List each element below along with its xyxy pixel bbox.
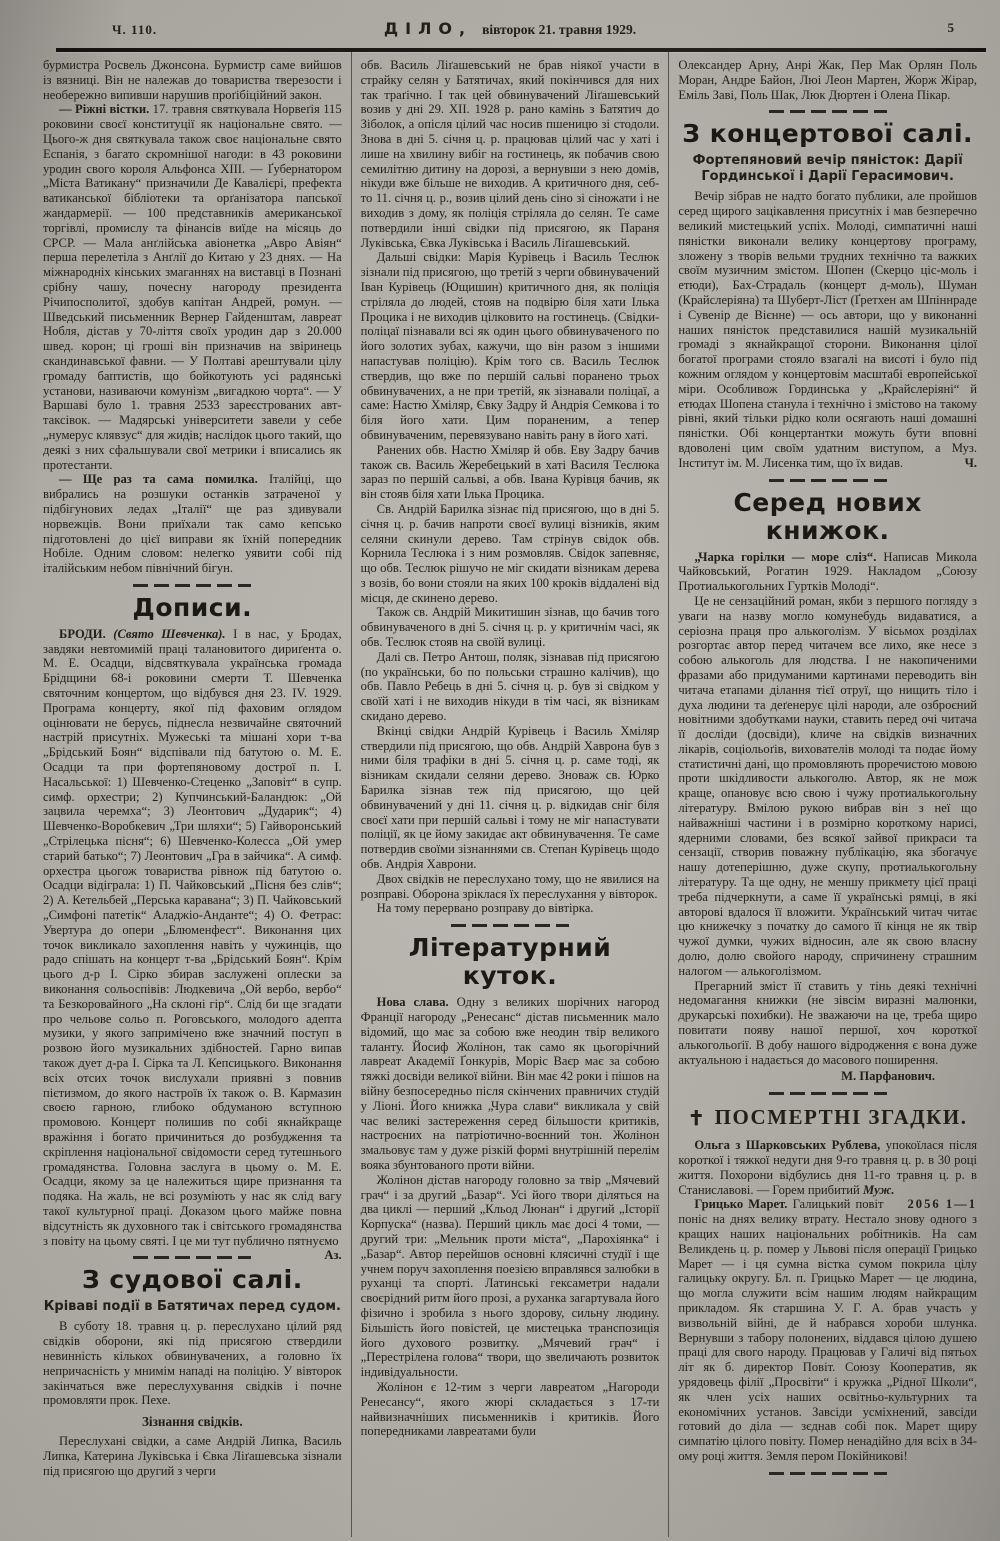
article-subheading: Зізнання свідків. <box>141 1414 243 1430</box>
obituaries-heading-text: ПОСМЕРТНІ ЗГАДКИ. <box>714 1105 968 1130</box>
paragraph-text: Вечір зібрав не надто богато публики, але пройшов серед щирого зацікавлення присутніх і мав безперечно великий мистецький успіх. Молоді, симпатичні наші пяністки виконали велику концертову програму, зложену з творів вельми трудних технічно та важких своїм музичним змістом. Шопен (Скерцо ціс-моль і етюди), Бах-Страдаль (концерт д-моль), Шуман (Крайслеріяна) та Шуберт-Ліст (Ґретхен ам Шпіннраде і Сувенір де Вієнне) — ось автори, що у виконанні наших пяністок представилися нашій музикальній громаді з якнайкращої сторони. Виконання цілої богатої програми стояло взагалі на висоті і було під кожним оглядом у концертовім масштабі европейської міри. Особливож Гординська у „Крайслеріяні“ й етюдах Шопена станула і технічно і змістово на такому рівні, який тільки рідко коли осягають наші домашні пяністки. Обі концертантки можуть бути вповні вдоволені цим своїм удатним виступом, а Муз. Інститут ім. М. Лисенка тим, що їх видав. <box>678 189 978 470</box>
paragraph <box>43 58 342 102</box>
paragraph <box>43 472 342 576</box>
page-number: 5 <box>947 20 954 35</box>
paragraph <box>361 443 660 502</box>
paragraph-text: І в нас, у Бродах, завдяки невтомимій праці талановитого дириґента о. М. Е. Осадци, відсвяткувала українська громада Брідщини 68-і роковини смерти Т. Шевченка святочним концертом, що відбувся дня 23. IV. 1929. Програма концерту, якої під фаховим оглядом оцінювати не берусь, піднесла незвичайне святочний настрій присутніх. Мужеські та мішані хори т-ва „Брідський Боян“ відспівали під батутою о. М. Е. Осадци та при фортепяновому дострої п. І. Насальської: 1) Шевченко-Стеценко „Заповіт“ в супр. симф. орхестри; 2) Купчинський-Баландюк: „Ой зацвила черемха“; 3) Леонтович „Дударик“; 4) Шевченко-Воробкевич „Три шляхи“; 5) Гайворонський „Стрілецька пісня“; 6) Шевченко-Колесса „Ой умер старий батько“; 7) Леонтович „Гра в зайчика“. А симф. орхестра цьогож товариства рівнож під батутою о. Осадци відіграла: 1) П. Чайковський „Пісня без слів“; 2) А. Кетельбей „Перська каравана“; 3) П. Чайковський „Симфоні патетік“ Аладжіо-Анданте“; 4) О. Фетрас: Увертура до опери „Блюменфест“. Виконання цих точок викликало захоплення навіть у чужинців, що радо спішать на концерт т-ва „Брідський Боян“. Крім цього д-р І. Сірко збирав заслужені оплески за виконання сольоспівів: Людкевича „Ой вербо, вербо“ та Безкоровайного „На склоні гір“. Слід би ще згадати про чельове сольо п. Роговського, молодого адепта музики, у якого запримічено вже значний поступ в розвою його музикальних здібностей. Гарно випав також дует д-ра І. Сірка та Л. Кепсицького. Виконання всіх отсих точок вислухали приявні з повнив пієтизмом, до якого настроїв їх також о. В. Кармазин своєю гарною, глибоко обдуманою вступною промовою. Концерт полишив по собі якнайкраще вражіння і богато причиниться до розбудження та скріплення національної свідомости серед тутешнього громадянства. Головна заслуга в цьому о. М. Е. Осадци, якому за це належиться щире признання та подяка. На жаль, не всі розуміють у нас як слід вагу такої культурної праці. Доказом цього майже повна відсутність як духовного так і світського громадянства з повіту на цьому святі. І це ми тут публично пятнуємо <box>43 626 342 1248</box>
article-subheading: Кріваві події в Батятичах перед судом. <box>43 1299 341 1315</box>
paragraph <box>678 1197 977 1463</box>
paragraph-text: Ранених обв. Настю Хміляр й обв. Еву Задру бачив також св. Василь Жеребецький в хаті Василя Теслюка зараз по першій сальві, а обв. Івана Курівця бачив, як він стояв біля хати Ілька Процика. <box>360 442 660 502</box>
paragraph-lead-italic: (Свято Шевченка). <box>113 626 226 641</box>
paragraph-text: обв. Василь Ліґашевський не брав ніякої участи в страйку селян у Батятичах, який покінчився для них так траґічно. І так цей обвинувачений Ліґашевський возив у дні 29. XII. 1928 р. рано камінь з Батятич до Зіболок, а опісля цілий час носив пшеницю зі стодоли. Знова в дні 5. січня ц. р. працював цілий час у хаті і лише на хвилину вибіг на гостинець, як побачив свою семилітню дитину на дорозі, а вернувши з нею домів, нікуди вже більше не виходив. А критичного дня, себ-то 11. січня ц. р., возив цілий день сіно зі сіножати і не виходив з дому, як поліція стріляла до селян. Те саме потвердили інші свідки під присягою, як Параня Луківська, Євка Луківська і Василь Ліґашевський. <box>360 58 660 250</box>
paragraph-text: Вкінці свідки Андрій Курівець і Василь Хміляр ствердили під присягою, що обв. Андрій Хаврона був з ними біля трафіки в дні 5. січня ц. р. саме тоді, як візникам скидали селяни дерево. Зноваж св. Юрко Барилка зізнав теж під присягою, що цей обвинувачений у дні 11. січня ц. р. відкидав сніг біля своєї хати при першій сальві і тому не міг напастувати поліції, як це йому закидає акт обвинувачення. Те саме потвердив своїми зізнаннями св. Степан Курівець щодо обв. Андрія Хаврони. <box>360 723 660 872</box>
article-divider <box>769 110 887 113</box>
paragraph <box>361 872 660 902</box>
paragraph <box>43 626 342 1263</box>
paragraph-text: Св. Андрій Барилка зізнає під присягою, що в дні 5. січня ц. р. бачив напроти своєї вулиці візників, яким селяни скинули дерево. Там стрінув свідок обв. Корнила Теслюка і з ним розмовляв. Свідок запевняє, що обв. Теслюк рішучо не міг скидати візникам дерева з возів, бо вони стояли на яких 100 кроків віддалені від місця, де скинено дерево. <box>360 501 660 605</box>
paragraph-lead: „Чарка горілки — море сліз“. <box>694 549 877 564</box>
paragraph <box>361 605 660 649</box>
article-subheading: Фортепяновий вечір пяністок: Дарії Гординської і Дарії Герасимович. <box>692 153 963 185</box>
paragraph-text: Італійці, що вибрались на розшуки останків затраченої у підбігунових ледах „Італії“ ще раз здивували норвежців. Вони приїхали так само кепсько підготовлені до цієї виправи як їхній попередник Нобіле. Одним словом: нелегко уявити собі під італійським небом північний бігун. <box>43 472 342 576</box>
article-divider <box>451 924 569 927</box>
paragraph-text: 17. травня святкувала Норвеґія 115 роковини своєї конституції як національне свято. — Цього-ж дня святкувала також своє національне свято Еспанія, з багато скромнішої нагоди: в 43 роковини уродин свого короля Альфонса XIII. — Ґубернатором „Міста Ватикану“ призначили Де Кавалієрі, префекта ватиканської бібліотеки та орґанізатора папської жандармерії. — 100 представників американської торгівлі, промислу та фінансів виїде на місяць до СРСР. — Мала анґлійська авіонетка „Авро Авіян“ перша перелетіла з Анґлії до Китаю у 23 днях. — На міжнародніх кінських змаганнях на виставці в Познані срібну чашу, почесну нагороду президента Річипосполитої, здобув капітан Андрей, ромун. — Шведський письменник Вернер Гайденштам, лавреат Нобля, дістав у 70-ліття своїх уродин дар з 20.000 швед. корон; ці гроші він призначив на звіринець скандинавської фавни. — У Полтаві арештували цілу громаду баптистів, що бойкотують усі радянські установи, називаючи комунізм „вигадкою чорта“. — У Варшаві було 1. травня 2533 зареєстрованих авт-таксівок. — Мадярські університети завели у себе „нумерус клявзус“ для жидів; наслідок цього такий, що деякі з них сфальшували свої метрики і вписались як протестанти. <box>43 102 342 472</box>
paragraph <box>43 102 342 472</box>
paragraph <box>361 250 660 442</box>
paragraph-text: Переслухані свідки, а саме Андрій Липка, Василь Липка, Катерина Луківська і Євка Ліґашевська зізнали під присягою що другий з черги <box>43 1434 342 1478</box>
paragraph-text: Це не сензаційний роман, якби з першого погляду з уваги на назву могло комунебудь видаватися, а серіозна праця про алькоголізм. У вісьмох розділах розгортає автор перед читачем все лихо, яке несе з собою алькоголь для людства. І не накопиченими фразами або придуманими картинами переводить він читача етапами ділання тієї отруї, що нищить тіло і духа людини та деґенерує цілі народи, але озброєний новітними здобутками науки, ставить перед очі читача її досліди (досвіди), кличе на свідків визначних лікарів, соціольоґів, вихователів молоді та подає йому статистичні дані, що промовляють проречистою мовою проти шкідливости алькоголю. Автор, як не мож краще, опановує всю свою і чужу протиалькогольну літературу. Вмілою рукою вибрав він з неї що найважніші частини і в розмірно короткому нарисі, ядерними словами, без всякої зайвої прикраси та сензації, створив поважну публікацію, яка збогачує нашу дотеперішню, дуже скупу, протиалькогольну літературу. Та ще одну, не меншу прикмету цієї праці треба підчеркнути, а саме її українські рямці, в які авторові вдалося її вложити. Український читач читає цю книжечку з початку до самого її кінця не як твір чужої думки, чужих відносин, але як свою власну долю, долю свойого народу, спричинену страшним налогом — алькоголізмом. <box>678 593 978 978</box>
paragraph <box>43 1319 342 1408</box>
author-signature: Аз. <box>324 1248 342 1263</box>
section-heading-court: З судової салі. <box>81 1265 303 1295</box>
article-divider <box>133 584 251 587</box>
paragraph <box>678 594 977 979</box>
paragraph <box>678 58 977 102</box>
page-columns <box>34 52 986 1537</box>
paragraph-text: упокоїлася після короткої і тяжкої недуги дня 9-го травня ц. р. в 30 році життя. Похорони відбулись дня 11-го травня ц. р. в Станиславові. — Горем прибитий <box>678 1138 978 1197</box>
section-heading-literary: Літературний куток. <box>408 933 612 991</box>
paragraph <box>678 550 977 594</box>
author-signature: М. Парфанович. <box>841 1069 936 1084</box>
paragraph-text: бурмистра Росвель Джонсона. Бурмистр саме вийшов із вязниці. Він не належав до товариства тверезости і необережно випивши нарушив проґібіційний закон. <box>43 58 342 102</box>
paragraph-lead: Грицько Марет. <box>694 1197 788 1212</box>
section-heading-dopysy: Дописи. <box>132 592 253 622</box>
paragraph <box>43 1434 342 1478</box>
paragraph <box>361 724 660 872</box>
paragraph <box>361 901 660 916</box>
article-divider <box>769 479 887 482</box>
paragraph <box>361 995 660 1173</box>
paragraph-text: Одну з великих шорічних нагород Франції нагороду „Ренесанс“ дістав письменник мало відомий, що має за собою вже неодин твір великого таланту. Йосиф Жолінон, так само як цьогорічний лавреат Академії Ґонкурів, Моріс Ваєр має за собою тяжкі досвіди великої війни. Він має 42 роки і пішов на війну безпосередньо після скінчених правничих студій у Ліоні. Його книжка „Чура слави“ викликала у свій час великі застереження серед більшости критиків, настроєних на патріотично-воєнний тон. Жолінон змальовує там у дуже різкій формі внутрішній перелім вояка збунтованого проти війни. <box>360 995 660 1172</box>
article-divider <box>769 1092 887 1095</box>
paragraph <box>361 650 660 724</box>
column-2 <box>351 52 669 1537</box>
paragraph-text: Також св. Андрій Микитишин зізнав, що бачив того обвинуваченого в дні 5. січня ц. р. у критичнім часі, як обв. Теслюк стояв на своїй вулиці. <box>360 605 660 650</box>
paragraph-text: Написав Микола Чайковський, Рогатин 1929. Накладом „Союзу Протиалькогольних Гуртків Молоді“. <box>678 549 978 594</box>
paragraph <box>678 189 977 470</box>
author-signature: Ч. <box>964 455 978 470</box>
paragraph-text: В суботу 18. травня ц. р. переслухано цілий ряд свідків оборони, які під присягою ствердили невинність кількох обвинувачених, а головно їх непричасність у мнимім нападі на поліцію. У вівторок закінчаться вже переслухування свідків і почне промовляти прок. Пехе. <box>43 1319 342 1408</box>
paragraph <box>361 1380 660 1439</box>
paragraph-emphasis: Муж. <box>862 1182 895 1197</box>
paragraph-text: Жолінон дістав нагороду головно за твір „Мячевий грач“ і за другий „Базар“. Усі його твори діляться на два циклі — перший „Кльод Люнан“ і другий „Історії Корпуска“ (назва). Перший цикль має досі 4 томи, — другий три: „Мельник проти міста“, „Парохіянка“ і „Базар“. Автор перейшов основні клясичні студії і ще учнем поруч захоплення поезією вправлявся залюбки в руханці та спорті. Латинські гексаметри надали своєрідний ритм його прозі, а руханка загартувала його фізично і зробила з нього здорову, сильну людину. Більшість його повістей, це мистецька транспозиція його духового розвитку. „Мячевий грач“ і „Перестрілена голова“ твори, що звеличають розвиток індивідуальности. <box>360 1172 660 1380</box>
cross-icon: ✝ <box>687 1108 705 1131</box>
paragraph-text: Далі св. Петро Антош, поляк, зізнавав під присягою (по українськи, бо по польськи страшно калічив), що обв. Павло Ребець в дні 5. січня ц. р. був зі свідком у своїй хаті і не виходив нікуди в тім часі, як візникам скидано дерево. <box>360 649 660 724</box>
paragraph-lead: — Ріжні вістки. <box>59 102 150 117</box>
notice-reference-number: 2056 1—1 <box>907 1197 978 1212</box>
paragraph-text: Прегарний зміст її ставить у тінь деякі технічні недомагання книжки (не зівсім виразні малюнки, друкарські похибки). Не зважаючи на це, треба щиро повитати появу нашої першої, хоч короткої алькогольоґії. В добу нашого відродження є вона дуже актуальною і надається до масового поширення. <box>678 978 978 1067</box>
paragraph-text: Галицький повіт поніс на днях велику втрату. Нестало знову одного з кращих наших національних робітників. На сам Великдень ц. р. помер у Львові після операції Грицько Марет — і ця сумна вістка сумом покрила цілу галицьку округу. Бл. п. Грицько Марет — це людина, що могла служити всім нашим людям найкращим прикладом. Як старшина У. Г. А. брав участь у визвольній війні, де й набрався хороби шлунка. Вернувши з табору полонених, віддався цілою душею праці для свого народу. Працював у Галичі від пятьох літ як б. директор Повіт. Союзу Кооператив, як урядовець філії „Просвіти“ і кружка „Рідної Школи“, як член усіх наших освітньо-культурних та економічних установ. Завсіди усміхнений, завсіди готовий до діла — зєднав собі пок. Марет щиру симпатію цілого повіту. Помер ненадійно для всіх в 34-ому році життя. Земля пером Покійникові! <box>678 1197 978 1463</box>
paper-title: ДІЛО, <box>383 19 473 38</box>
section-heading-books: Серед нових книжок. <box>733 487 922 545</box>
paragraph-lead: БРОДИ. <box>59 626 106 641</box>
section-heading-obituaries <box>678 1105 977 1130</box>
paragraph-text: Жолінон є 12-тим з черги лавреатом „Нагороди Ренесансу“, якого жюрі складається з 17-ти найвизначніших письменників і критиків. Його попередниками лавреатами були <box>360 1379 660 1439</box>
column-1 <box>34 52 351 1537</box>
paragraph-text: Дальші свідки: Марія Курівець і Василь Теслюк зізнали під присягою, що третій з черги обвинувачений Іван Курівець (Ющишин) критичного дня, як поліція стріляла до людей, стояв на подвірю біля хати Ілька Процика і не виходив цілковито на гостинець. (Свідки-поліцаї пізнавали всі як один цього обвинуваченого по його золотих зубах, кажучи, що він разом з іншими напастував поліцію). Крім того св. Василь Теслюк ствердив, що вже по першій сальві поранено трьох обвинувачених, а не при третій, як зізнавали поліцаї, а саме: Настю Хміляр, Євку Задру й Андрія Семкова і то біля його хати. Цим пораненим, а тепер обвинуваченим, перевязувано навіть рану в його хаті. <box>360 250 660 442</box>
paragraph <box>678 979 977 1068</box>
column-3 <box>668 52 986 1537</box>
paragraph <box>361 1173 660 1380</box>
paragraph-text: На тому перервано розправу до вівтірка. <box>376 901 594 916</box>
section-heading-concert: З концертової салі. <box>682 119 974 149</box>
paragraph-lead: — Ще раз та сама помилка. <box>59 472 258 487</box>
masthead <box>34 19 986 39</box>
paragraph-text: Двох свідків не переслухано тому, що не явилися на розправі. Оборона зріклася їх переслухання у вівторок. <box>360 871 660 901</box>
paragraph <box>361 58 660 250</box>
article-divider <box>769 1472 887 1475</box>
paragraph-lead: Ольга з Шарковських Рублева, <box>694 1138 881 1153</box>
issue-number: Ч. 110. <box>112 22 158 37</box>
article-divider <box>133 1256 251 1259</box>
paragraph-lead: Нова слава. <box>376 995 449 1010</box>
paragraph-text: Олександер Арну, Анрі Жак, Пер Мак Орлян Поль Моран, Андре Байон, Люі Леон Мартен, Жорж Жірар, Еміль Заві, Поль Шак, Люк Дюртен і Олена Пікар. <box>678 58 978 102</box>
paper-date: вівторок 21. травня 1929. <box>482 22 637 37</box>
paragraph <box>361 502 660 606</box>
page-header <box>34 16 986 46</box>
